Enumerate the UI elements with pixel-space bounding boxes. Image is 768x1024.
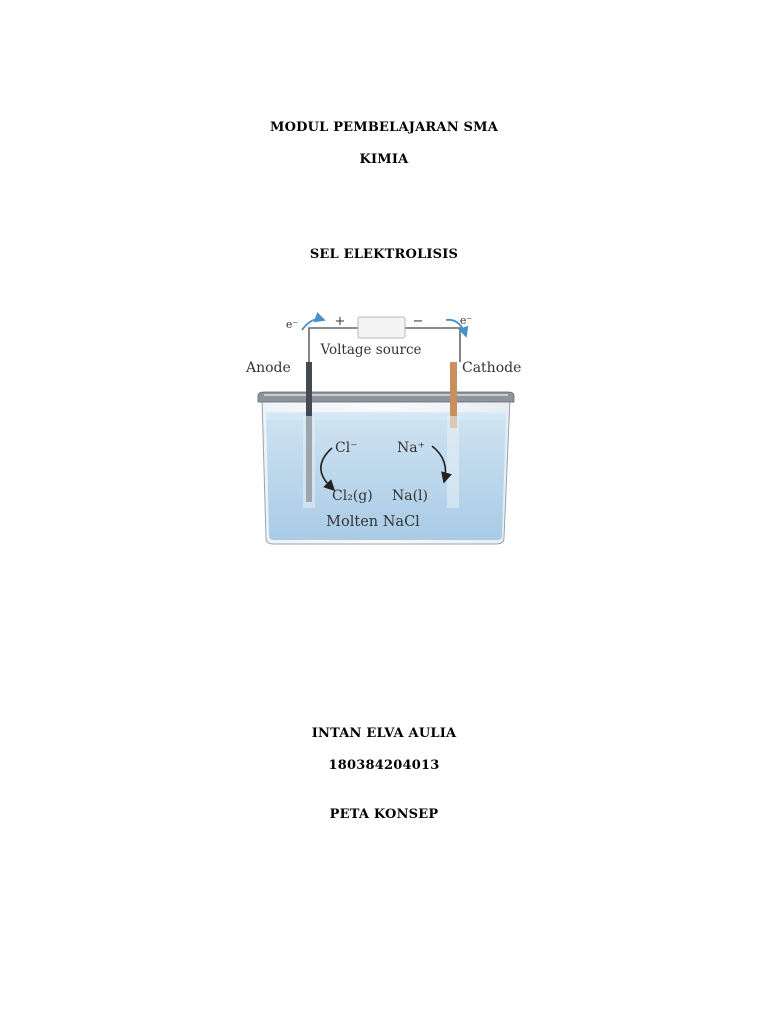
topic-title: SEL ELEKTROLISIS	[309, 247, 459, 262]
container-rim	[258, 392, 514, 402]
voltage-source-label: Voltage source	[320, 342, 422, 358]
sodium-liquid-label: Na(l)	[392, 488, 428, 504]
anode-label: Anode	[246, 360, 291, 376]
author-name: INTAN ELVA AULIA	[311, 726, 457, 741]
chlorine-gas-label: Cl₂(g)	[332, 488, 373, 504]
electrolyte-label: Molten NaCl	[326, 514, 420, 530]
author-id: 180384204013	[328, 758, 440, 773]
cathode-label: Cathode	[462, 360, 522, 376]
section-title: PETA KONSEP	[329, 807, 439, 822]
voltage-source-box	[358, 317, 405, 338]
electron-label-left: e⁻	[285, 318, 299, 331]
liquid-surface	[266, 412, 506, 420]
cathode-electrode-glass	[447, 416, 459, 508]
minus-sign: −	[412, 314, 424, 329]
plus-sign: +	[334, 314, 346, 329]
anode-electrode-glass	[303, 416, 315, 508]
electron-label-right: e⁻	[459, 314, 473, 327]
container-rim-highlight	[264, 394, 508, 396]
electrolysis-cell-diagram	[240, 306, 532, 550]
document-title: MODUL PEMBELAJARAN SMA	[270, 120, 498, 135]
chloride-ion-label: Cl⁻	[335, 440, 358, 456]
subject-title: KIMIA	[359, 152, 409, 167]
sodium-ion-label: Na⁺	[397, 440, 425, 456]
